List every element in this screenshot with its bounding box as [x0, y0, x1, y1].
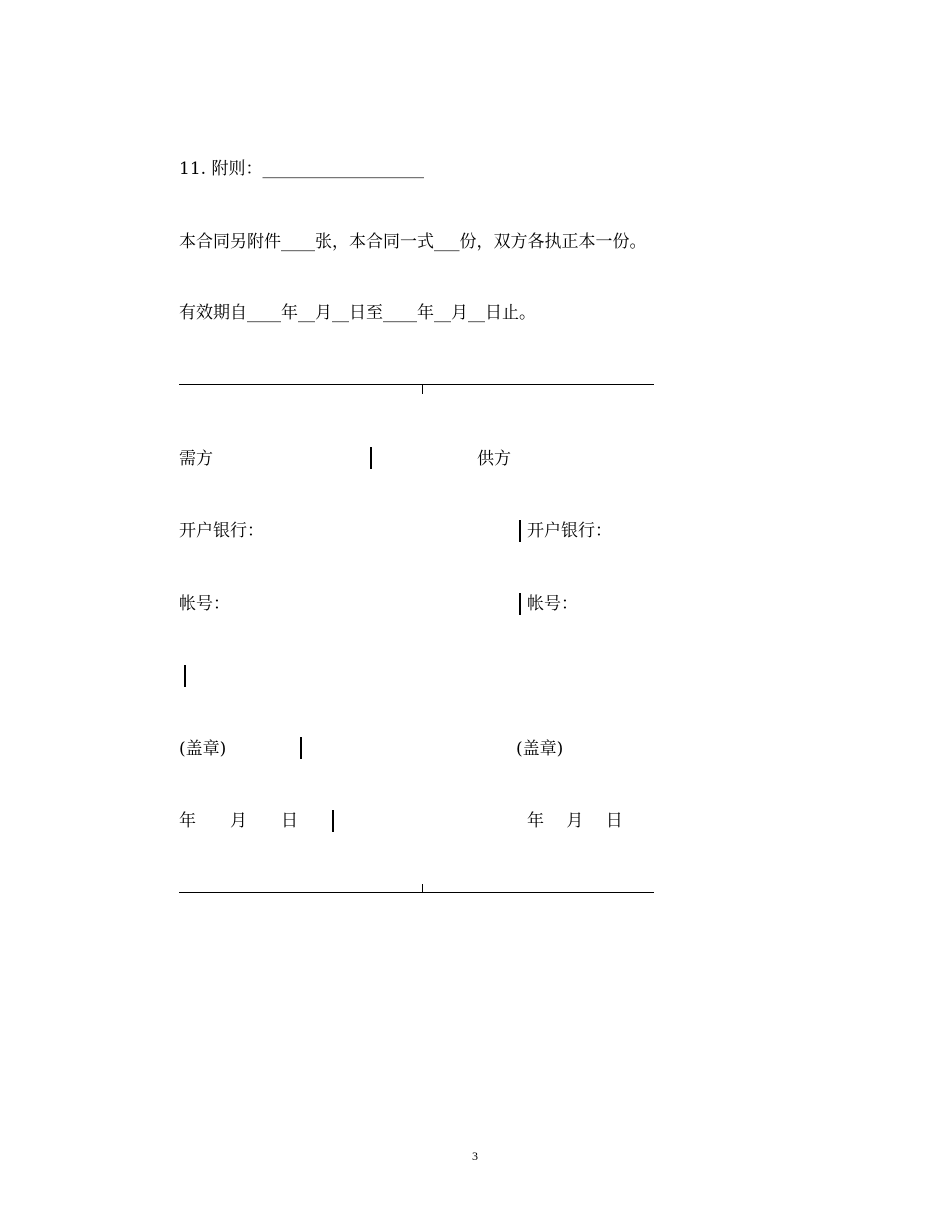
seller-label: 供方 — [477, 449, 511, 469]
seller-account-label: 帐号： — [527, 594, 578, 614]
buyer-label: 需方 — [179, 449, 213, 469]
table-bottom-border — [179, 892, 654, 893]
column-divider — [184, 665, 186, 687]
clause-appendix: 11. 附则：___________________ — [179, 159, 424, 179]
seller-date-label: 年 月 日 — [527, 811, 623, 831]
table-top-divider-tick — [422, 385, 423, 394]
column-divider — [300, 737, 302, 759]
table-bottom-divider-tick — [422, 884, 423, 893]
table-top-border — [179, 384, 654, 385]
column-divider — [332, 810, 334, 832]
clause-attachments: 本合同另附件____张，本合同一式___份，双方各执正本一份。 — [179, 232, 647, 252]
seller-seal-label: (盖章) — [516, 739, 564, 759]
clause-validity: 有效期自____年__月__日至____年__月__日止。 — [179, 303, 536, 323]
buyer-seal-label: (盖章) — [179, 739, 227, 759]
buyer-bank-label: 开户银行： — [179, 521, 264, 541]
seller-bank-label: 开户银行： — [527, 521, 612, 541]
buyer-date-label: 年 月 日 — [179, 811, 298, 831]
column-divider — [519, 593, 521, 615]
column-divider — [370, 447, 372, 469]
page-number: 3 — [472, 1149, 478, 1163]
buyer-account-label: 帐号： — [179, 594, 230, 614]
column-divider — [519, 520, 521, 542]
